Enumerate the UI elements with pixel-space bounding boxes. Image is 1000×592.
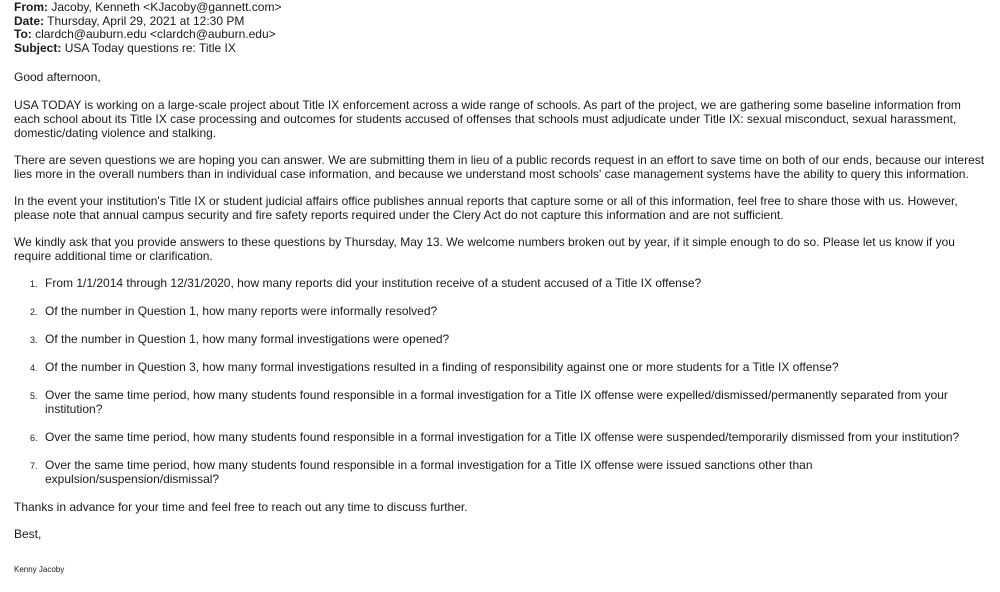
question-text: Of the number in Question 3, how many formal investigations resulted in a finding of responsibility against one or more students for a Title IX offense? xyxy=(45,360,839,374)
question-item xyxy=(14,430,986,445)
question-item xyxy=(14,388,986,416)
from-label: From: xyxy=(14,0,48,14)
question-number: 1. xyxy=(30,279,38,289)
question-item xyxy=(14,360,986,375)
from-line xyxy=(14,1,986,15)
paragraph-deadline: We kindly ask that you provide answers to these questions by Thursday, May 13. We welcome numbers broken out by year, if it simple enough to do so. Please let us know if you require additional time or clarification. xyxy=(14,235,955,263)
question-text: Of the number in Question 1, how many formal investigations were opened? xyxy=(45,332,450,346)
date-line xyxy=(14,15,986,29)
to-label: To: xyxy=(14,27,32,41)
subject-label: Subject: xyxy=(14,40,62,55)
paragraph-annual-reports: In the event your institution's Title IX or student judicial affairs office publishes annual reports that capture some or all of this information, feel free to share those with us. However, please note that annual campus security and fire safety reports required under the Clery Act do not capture this information and are not sufficient. xyxy=(14,194,958,222)
question-item xyxy=(14,458,986,486)
question-number: 2. xyxy=(30,307,38,317)
question-list xyxy=(14,276,986,486)
question-number: 4. xyxy=(30,363,38,373)
question-text: Of the number in Question 1, how many reports were informally resolved? xyxy=(45,304,438,318)
to-value: clardch@auburn.edu <clardch@auburn.edu> xyxy=(35,27,276,41)
question-text: Over the same time period, how many students found responsible in a formal investigation for a Title IX offense were expelled/dismissed/permanently separated from your institution? xyxy=(45,388,948,416)
signature: Kenny Jacoby xyxy=(14,565,65,574)
question-number: 5. xyxy=(30,391,38,401)
date-value: Thursday, April 29, 2021 at 12:30 PM xyxy=(47,13,245,28)
email-headers xyxy=(14,0,986,55)
question-number: 7. xyxy=(30,461,38,471)
to-line xyxy=(14,28,986,42)
greeting: Good afternoon, xyxy=(14,70,101,84)
question-item xyxy=(14,332,986,347)
subject-value: USA Today questions re: Title IX xyxy=(64,40,236,55)
from-value: Jacoby, Kenneth <KJacoby@gannett.com> xyxy=(51,0,282,14)
question-number: 3. xyxy=(30,335,38,345)
question-text: Over the same time period, how many students found responsible in a formal investigation for a Title IX offense were suspended/temporarily dismissed from your institution? xyxy=(45,430,960,444)
question-text: From 1/1/2014 through 12/31/2020, how many reports did your institution receive of a student accused of a Title IX offense? xyxy=(45,276,702,290)
closing-line: Best, xyxy=(14,527,42,541)
question-text: Over the same time period, how many students found responsible in a formal investigation for a Title IX offense were issued sanctions other than expulsion/suspension/dismissal? xyxy=(45,458,813,486)
question-number: 6. xyxy=(30,433,38,443)
date-label: Date: xyxy=(14,13,45,28)
paragraph-project: USA TODAY is working on a large-scale project about Title IX enforcement across a wide range of schools. As part of the project, we are gathering some baseline information from each school about its Title IX case processing and outcomes for students accused of offenses that schools must adjudicate under Title IX: sexual misconduct, sexual harassment, domestic/dating violence and stalking. xyxy=(14,98,961,140)
paragraph-questions-intro: There are seven questions we are hoping you can answer. We are submitting them in lieu of a public records request in an effort to save time on both of our ends, because our interest lies more in the overall numbers than in individual case information, and because we understand most schools' case management systems have the ability to query this information. xyxy=(14,153,985,181)
question-item xyxy=(14,276,986,291)
subject-line xyxy=(14,42,986,56)
question-item xyxy=(14,304,986,319)
thanks-line: Thanks in advance for your time and feel free to reach out any time to discuss further. xyxy=(14,500,468,514)
